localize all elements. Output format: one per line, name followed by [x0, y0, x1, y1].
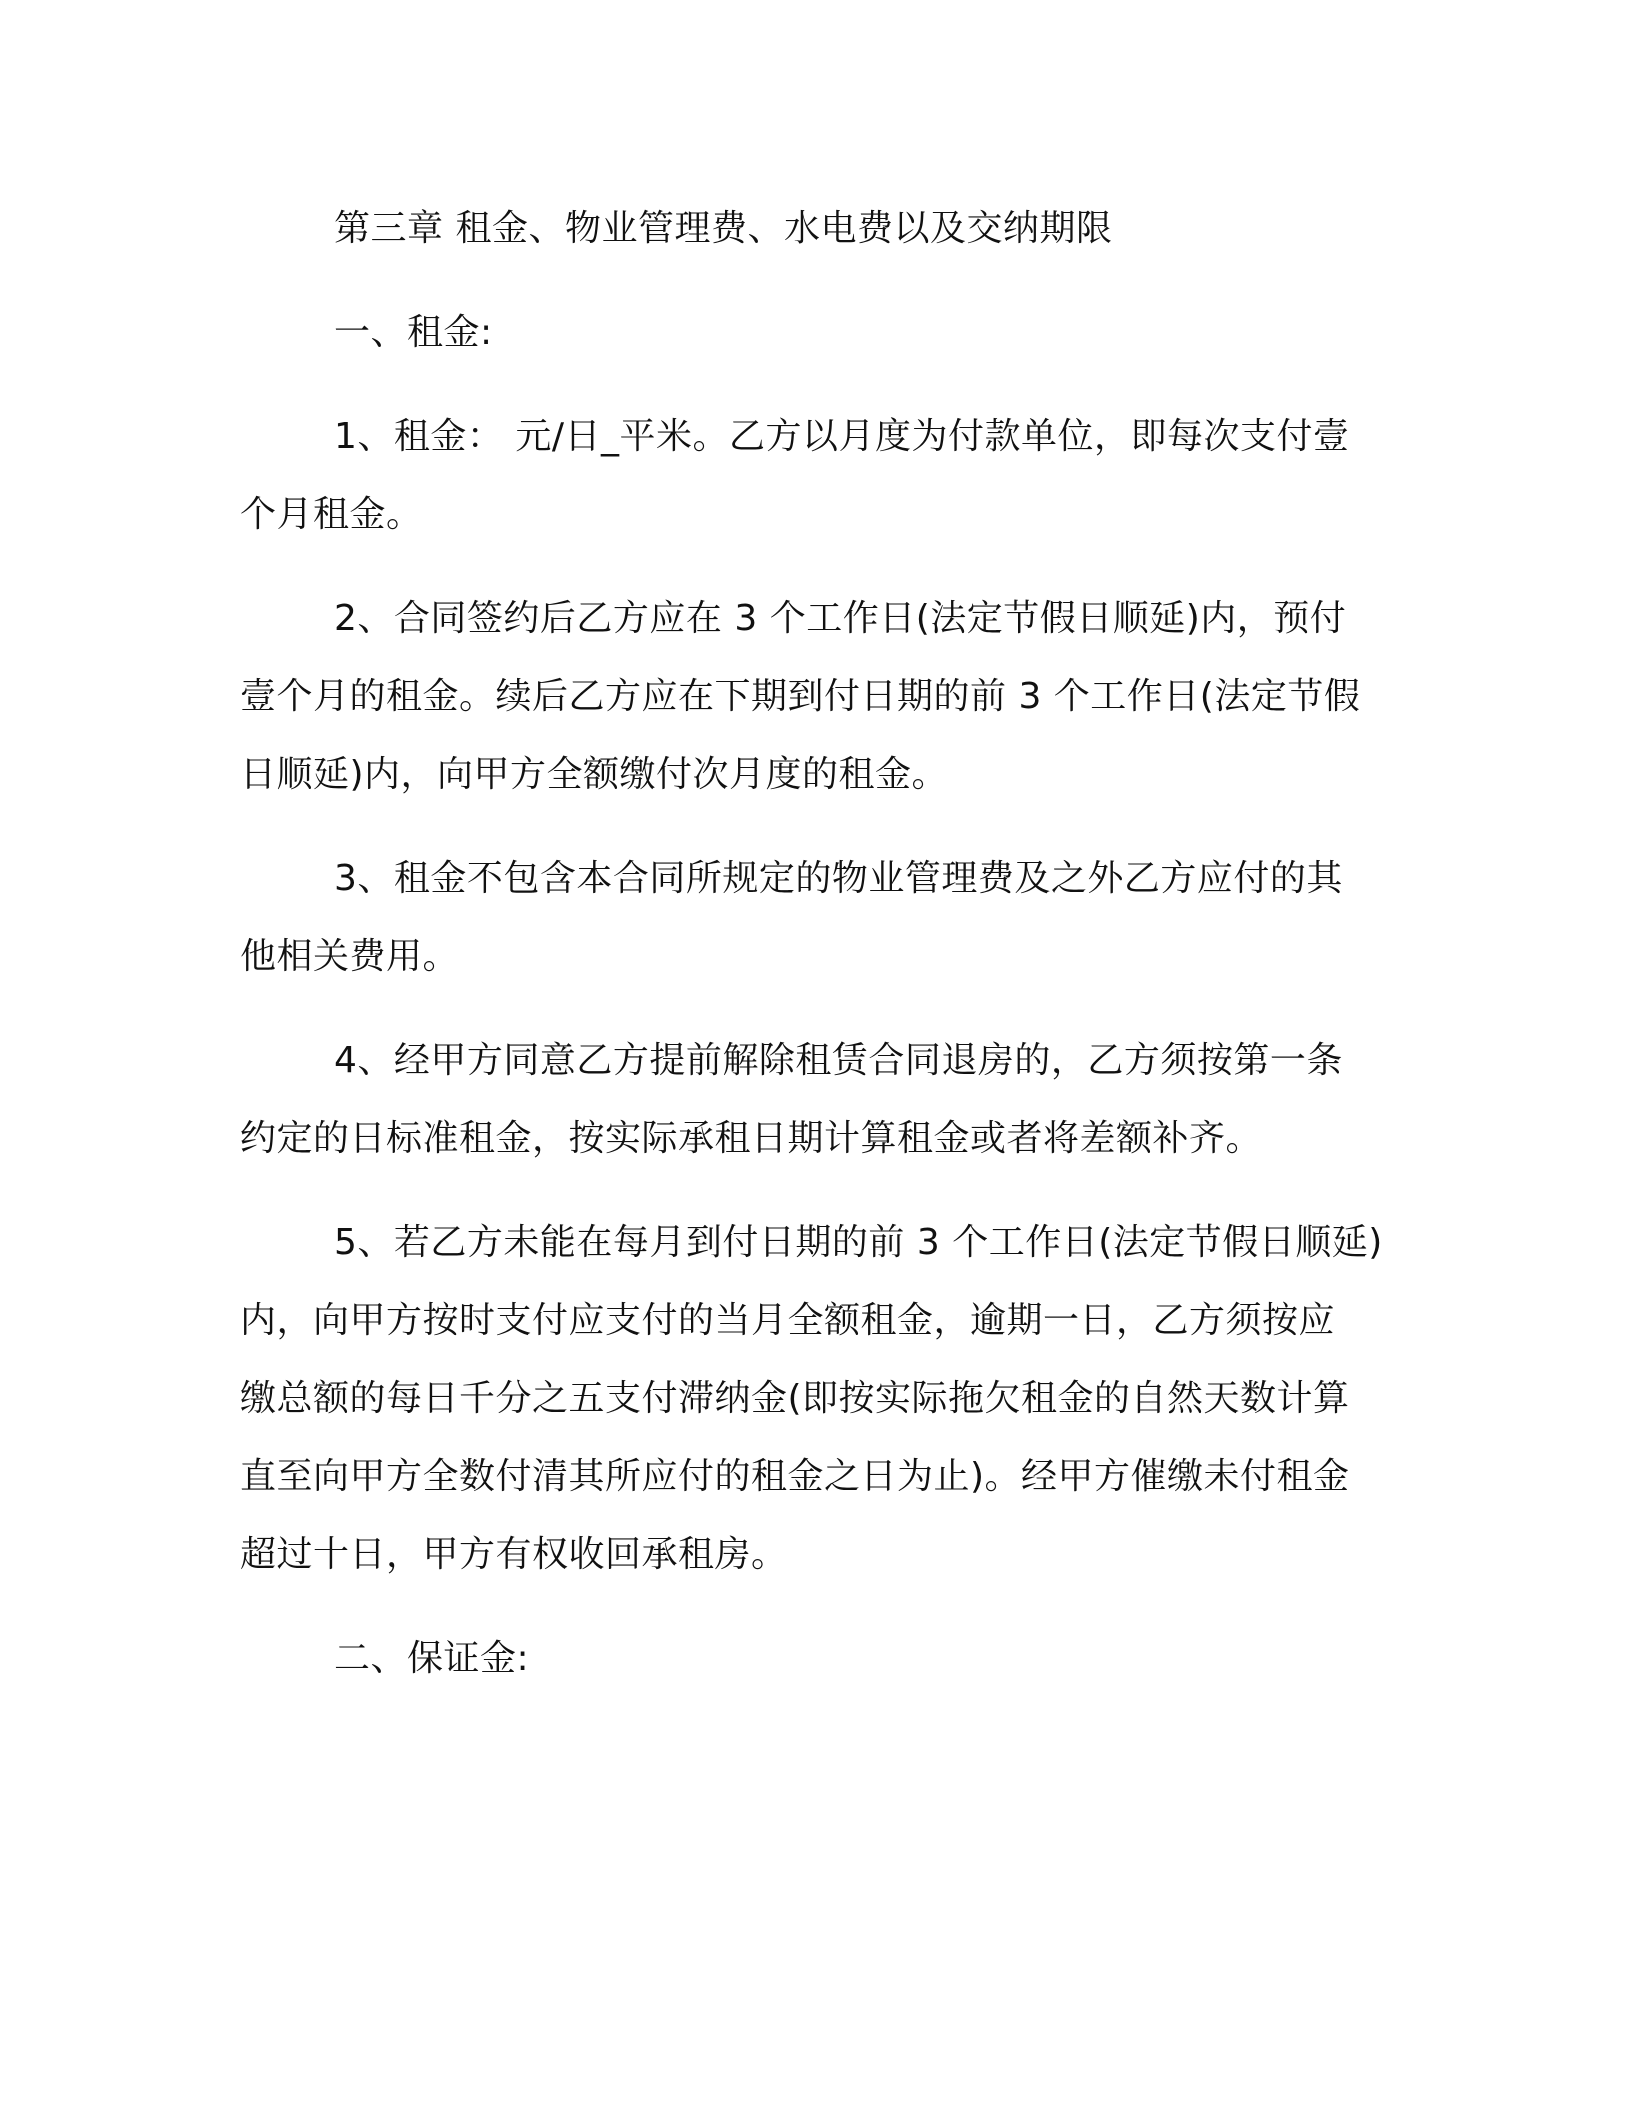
document-body [240, 190, 1385, 1724]
paragraph-line: 他相关费用。 [240, 936, 460, 977]
paragraph-line: 5、若乙方未能在每月到付日期的前 3 个工作日(法定节假日顺延) [334, 1222, 1383, 1263]
paragraph-line: 日顺延)内，向甲方全额缴付次月度的租金。 [240, 754, 949, 795]
section-title-deposit: 二、保证金: [334, 1638, 530, 1679]
paragraph-line: 3、租金不包含本合同所规定的物业管理费及之外乙方应付的其 [334, 858, 1343, 899]
paragraph-rent-4 [240, 1022, 1385, 1178]
paragraph-line: 个月租金。 [240, 494, 423, 535]
paragraph-line: 2、合同签约后乙方应在 3 个工作日(法定节假日顺延)内，预付 [334, 598, 1347, 639]
paragraph-line: 直至向甲方全数付清其所应付的租金之日为止)。经甲方催缴未付租金 [240, 1456, 1350, 1497]
section-title-rent: 一、租金: [334, 312, 493, 353]
paragraph-rent-3 [240, 840, 1385, 996]
paragraph-rent-5 [240, 1204, 1385, 1594]
paragraph-line: 1、租金： 元/日_平米。乙方以月度为付款单位，即每次支付壹 [334, 416, 1350, 457]
paragraph-line: 壹个月的租金。续后乙方应在下期到付日期的前 3 个工作日(法定节假 [240, 676, 1361, 717]
paragraph-line: 内，向甲方按时支付应支付的当月全额租金，逾期一日，乙方须按应 [240, 1300, 1336, 1341]
paragraph-line: 约定的日标准租金，按实际承租日期计算租金或者将差额补齐。 [240, 1118, 1263, 1159]
paragraph-rent-1 [240, 398, 1385, 554]
paragraph-line: 4、经甲方同意乙方提前解除租赁合同退房的，乙方须按第一条 [334, 1040, 1343, 1081]
paragraph-line: 缴总额的每日千分之五支付滞纳金(即按实际拖欠租金的自然天数计算 [240, 1378, 1350, 1419]
chapter-title: 第三章 租金、物业管理费、水电费以及交纳期限 [334, 208, 1113, 249]
paragraph-line: 超过十日，甲方有权收回承租房。 [240, 1534, 788, 1575]
paragraph-rent-2 [240, 580, 1385, 814]
